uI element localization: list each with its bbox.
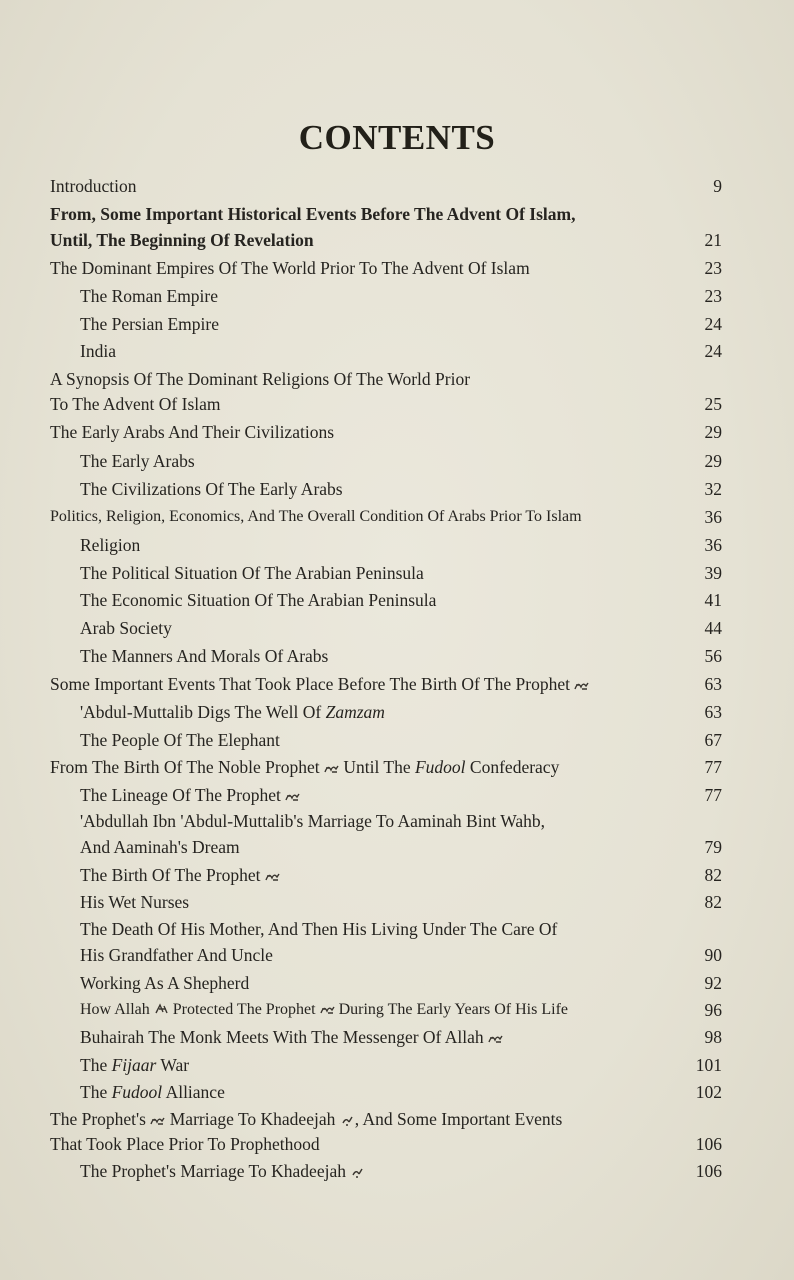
toc-section-heading: Until, The Beginning Of Revelation xyxy=(50,230,314,250)
toc-subentry-label: The Roman Empire xyxy=(80,286,219,306)
toc-subentry-label: Religion xyxy=(80,535,141,555)
toc-entry-text: The xyxy=(80,1055,112,1075)
toc-subentry-label: 'Abdullah Ibn 'Abdul-Muttalib's Marriage To Aaminah Bint Wahb, xyxy=(80,811,546,831)
toc-entry-label xyxy=(50,1108,562,1130)
toc-subentry-label: The Death Of His Mother, And Then His Living Under The Care Of xyxy=(80,919,558,939)
exaltation-glyph-icon xyxy=(154,1003,169,1015)
toc-subentry-label xyxy=(80,1054,189,1076)
toc-entry-italic: Zamzam xyxy=(325,702,385,722)
toc-entry-text: The Lineage Of The Prophet xyxy=(80,785,281,805)
toc-entry-page: 29 xyxy=(704,422,722,442)
toc-subentry-label xyxy=(80,1081,225,1103)
toc-subentry-label: The Civilizations Of The Early Arabs xyxy=(80,479,343,499)
toc-subentry-label xyxy=(80,1160,365,1182)
toc-entry-page: 77 xyxy=(704,785,722,805)
page-title: CONTENTS xyxy=(298,118,496,157)
toc-subentry-label xyxy=(80,701,385,723)
radiya-glyph-icon xyxy=(340,1114,355,1126)
toc-entry-text: The Prophet's Marriage To Khadeejah xyxy=(80,1161,346,1181)
toc-subentry-label: Arab Society xyxy=(80,618,172,638)
toc-entry-page: 24 xyxy=(704,341,722,361)
toc-entry-page: 67 xyxy=(704,730,722,750)
toc-entry-italic: Fijaar xyxy=(111,1055,157,1075)
toc-entry-text: Protected The Prophet xyxy=(172,1001,316,1018)
salutation-glyph-icon xyxy=(320,1003,335,1015)
toc-entry-page: 63 xyxy=(704,702,722,722)
toc-entry-text: Buhairah The Monk Meets With The Messenger Of Allah xyxy=(80,1027,484,1047)
toc-entry-page: 36 xyxy=(704,535,722,555)
toc-entry-label: The Early Arabs And Their Civilizations xyxy=(50,422,334,442)
toc-subentry-label: Working As A Shepherd xyxy=(80,973,250,993)
toc-subentry-label xyxy=(80,864,280,886)
salutation-glyph-icon xyxy=(574,679,589,691)
toc-entry-page: 39 xyxy=(704,563,722,583)
toc-subentry-label: The Manners And Morals Of Arabs xyxy=(80,646,329,666)
toc-entry-text: War xyxy=(156,1055,190,1075)
toc-entry-text: , And Some Important Events xyxy=(354,1109,563,1129)
toc-section-heading: From, Some Important Historical Events Before The Advent Of Islam, xyxy=(50,204,576,224)
toc-entry-label: A Synopsis Of The Dominant Religions Of The World Prior xyxy=(50,369,471,389)
toc-entry-label: To The Advent Of Islam xyxy=(50,394,221,414)
toc-entry-page: 90 xyxy=(704,945,722,965)
toc-entry-text: Confederacy xyxy=(465,757,560,777)
salutation-glyph-icon xyxy=(265,870,280,882)
toc-entry-page: 96 xyxy=(704,1000,722,1020)
toc-entry-page: 98 xyxy=(704,1027,722,1047)
radiya-glyph-icon xyxy=(350,1166,365,1178)
toc-entry-page: 25 xyxy=(704,394,722,414)
salutation-glyph-icon xyxy=(324,762,339,774)
toc-subentry-label: The Political Situation Of The Arabian Peninsula xyxy=(80,563,424,583)
toc-entry-page: 24 xyxy=(704,314,722,334)
toc-entry-page: 106 xyxy=(695,1134,722,1154)
toc-entry-page: 101 xyxy=(695,1055,722,1075)
toc-entry-page: 56 xyxy=(704,646,722,666)
toc-entry-page: 82 xyxy=(704,865,722,885)
toc-subentry-label: The Early Arabs xyxy=(80,451,195,471)
toc-subentry-label: India xyxy=(80,341,116,361)
toc-entry-page: 29 xyxy=(704,451,722,471)
toc-entry-page: 41 xyxy=(704,590,722,610)
toc-subentry-label: The Economic Situation Of The Arabian Peninsula xyxy=(80,590,437,610)
toc-entry-page: 21 xyxy=(704,230,722,250)
toc-entry-page: 36 xyxy=(704,507,722,527)
toc-subentry-label: The People Of The Elephant xyxy=(80,730,280,750)
toc-entry-page: 102 xyxy=(695,1082,722,1102)
toc-entry-text: How Allah xyxy=(80,1001,150,1018)
toc-entry-page: 92 xyxy=(704,973,722,993)
toc-entry-text: The xyxy=(80,1082,112,1102)
toc-entry-page: 79 xyxy=(704,837,722,857)
toc-entry-page: 63 xyxy=(704,674,722,694)
toc-subentry-label xyxy=(80,999,568,1021)
toc-entry-page: 23 xyxy=(704,258,722,278)
toc-entry-page: 23 xyxy=(704,286,722,306)
toc-entry-text: During The Early Years Of His Life xyxy=(338,1001,568,1018)
toc-entry-text: From The Birth Of The Noble Prophet xyxy=(50,757,320,777)
toc-entry-label: That Took Place Prior To Prophethood xyxy=(50,1134,320,1154)
toc-entry-text: Until The xyxy=(343,757,415,777)
toc-entry-italic: Fudool xyxy=(414,757,466,777)
toc-entry-text: 'Abdul-Muttalib Digs The Well Of xyxy=(80,702,326,722)
toc-entry-text: The Birth Of The Prophet xyxy=(80,865,261,885)
toc-subentry-label xyxy=(80,784,300,806)
toc-entry-label: The Dominant Empires Of The World Prior To The Advent Of Islam xyxy=(50,258,530,278)
toc-entry-page: 82 xyxy=(704,892,722,912)
toc-subentry-label: And Aaminah's Dream xyxy=(80,837,240,857)
toc-entry-text: The Prophet's xyxy=(50,1109,146,1129)
toc-subentry-label xyxy=(80,1026,503,1048)
toc-entry-page: 9 xyxy=(713,176,722,196)
toc-entry-label xyxy=(50,673,589,695)
toc-entry-label: Politics, Religion, Economics, And The Overall Condition Of Arabs Prior To Islam xyxy=(50,508,582,525)
toc-subentry-label: The Persian Empire xyxy=(80,314,219,334)
toc-entry-label: Introduction xyxy=(50,176,137,196)
toc-entry-text: Alliance xyxy=(162,1082,225,1102)
toc-entry-label xyxy=(50,756,559,778)
salutation-glyph-icon xyxy=(285,790,300,802)
toc-entry-italic: Fudool xyxy=(111,1082,163,1102)
toc-subentry-label: His Grandfather And Uncle xyxy=(80,945,273,965)
salutation-glyph-icon xyxy=(488,1032,503,1044)
toc-entry-page: 44 xyxy=(704,618,722,638)
salutation-glyph-icon xyxy=(150,1114,165,1126)
toc-subentry-label: His Wet Nurses xyxy=(80,892,190,912)
toc-entry-text: Marriage To Khadeejah xyxy=(169,1109,336,1129)
toc-entry-page: 77 xyxy=(704,757,722,777)
toc-entry-page: 106 xyxy=(695,1161,722,1181)
toc-entry-text: Some Important Events That Took Place Before The Birth Of The Prophet xyxy=(50,674,570,694)
toc-entry-page: 32 xyxy=(704,479,722,499)
